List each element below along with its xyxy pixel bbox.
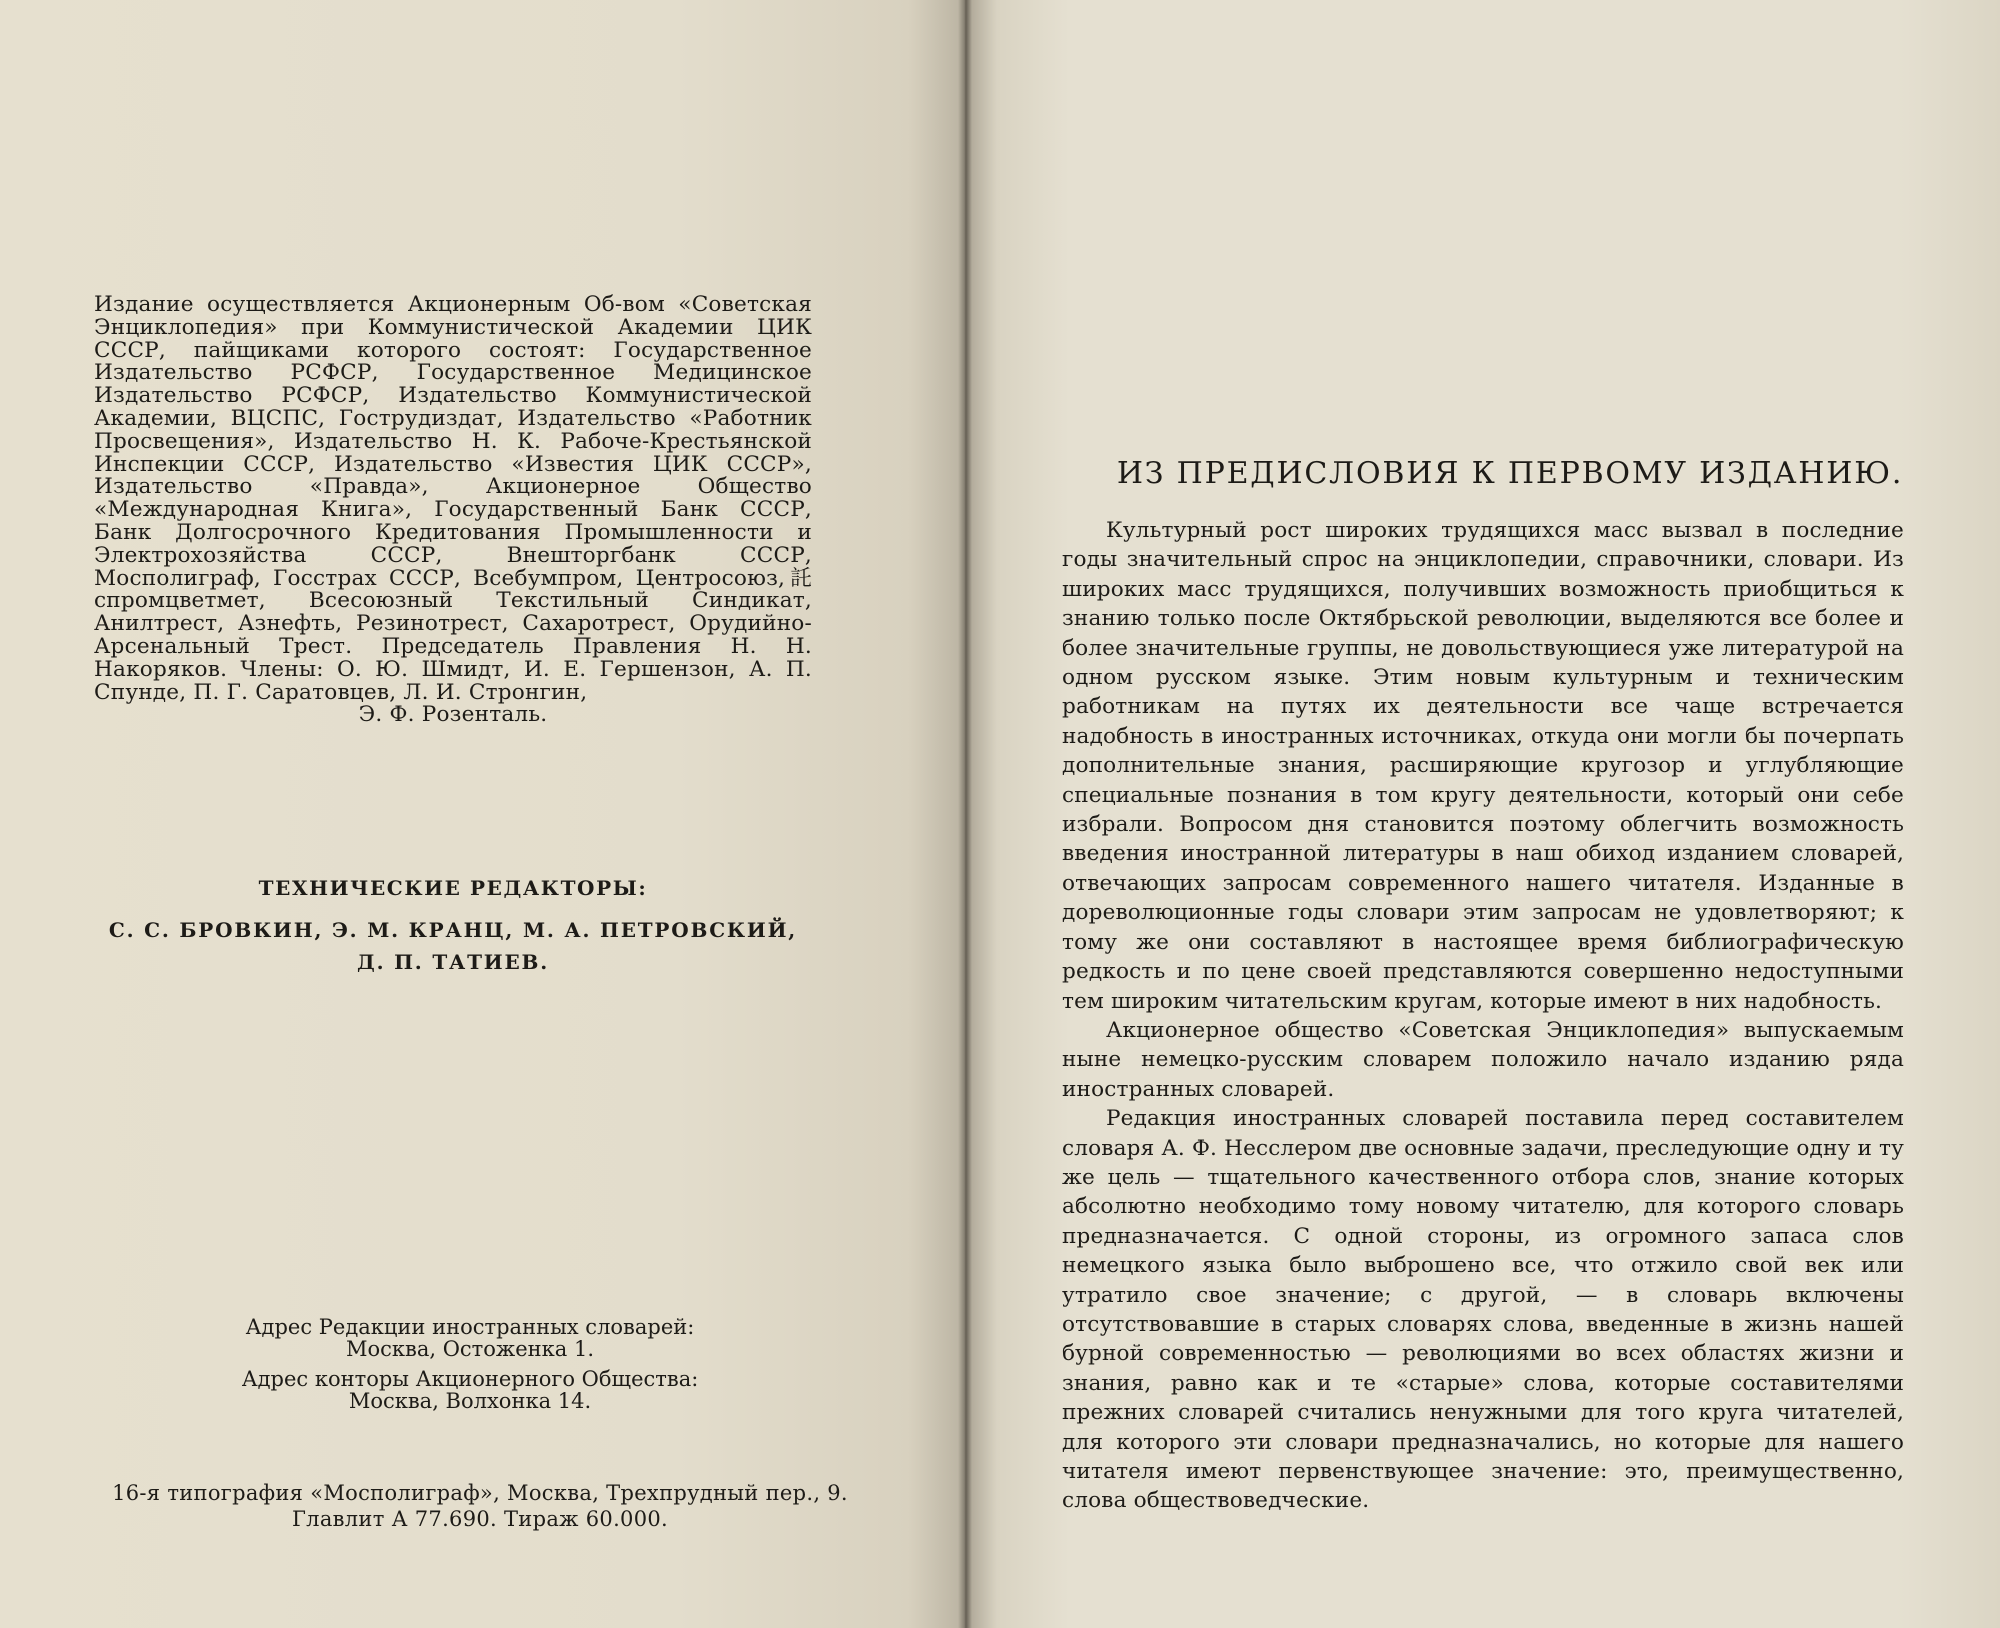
editorial-address-label: Адрес Редакции иностранных словарей: [245, 1315, 695, 1339]
imprint-block [60, 1480, 900, 1532]
tech-editors-line: С. С. БРОВКИН, Э. М. КРАНЦ, М. А. ПЕТРОВСКИЙ, [108, 918, 798, 942]
tech-editors-names [94, 914, 812, 978]
glavlit-line: Главлит А 77.690. Тираж 60.000. [291, 1507, 669, 1531]
book-gutter [958, 0, 972, 1628]
preface-paragraph: Культурный рост широких трудящихся масс вызвал в последние годы значительный спрос на энциклопедии, справочники, словари. Из широких масс трудящихся, получивших возможность приобщиться к знанию только после Октябрьской революции, выделяются все более и более значительные группы, не довольствующиеся уже литературой на одном русском языке. Этим новым культурным и техническим работникам на путях их деятельности все чаще встречается надобность в иностранных источниках, откуда они могли бы почерпать дополнительные знания, расширяющие кругозор и углубляющие специальные познания в том кругу деятельности, который они себе избрали. Вопросом дня становится поэтому облегчить возможность введения иностранной литературы в наш обиход изданием словарей, отвечающих запросам современного нашего читателя. Изданные в дореволюционные годы словари этим запросам не удовлетворяют; к тому же они составляют в настоящее время библиографическую редкость и по цене своей представляются совершенно недоступными тем широким читательским кругам, которые имеют в них надобность. [1062, 518, 1904, 1014]
tech-editors-line: Д. П. ТАТИЕВ. [357, 950, 549, 974]
publisher-note-text: Издание осуществляется Акционерным Об-вом «Советская Энциклопедия» при Коммунистической Академии ЦИК СССР, пайщиками которого состоят: Государственное Издательство РСФСР, Государственное Медицинское Издательство РСФСР, Издательство Коммунистической Академии, ВЦСПС, Гострудиздат, Издательство «Работник Просвещения», Издательство Н. К. Рабоче-Крестьянской Инспекции СССР, Издательство «Известия ЦИК СССР», Издательство «Правда», Акционерное Общество «Международная Книга», Государственный Банк СССР, Банк Долгосрочного Кредитования Промышленности и Электрохозяйства СССР, Внешторгбанк СССР, Мосполиграф, Госстрах СССР, Всебумпром, Центросоюз,託спромцветмет, Всесоюзный Текстильный Синдикат, Анилтрест, Азнефть, Резинотрест, Сахаротрест, Орудийно-Арсенальный Трест. Председатель Правления Н. Н. Накоряков. Члены: О. Ю. Шмидт, И. Е. Гершензон, А. П. Спунде, П. Г. Саратовцев, Л. И. Стронгин, [94, 292, 812, 705]
preface-paragraph: Редакция иностранных словарей поставила перед составителем словаря А. Ф. Несслером две основные задачи, преследующие одну и ту же цель — тщательного качественного отбора слов, знание которых абсолютно необходимо тому новому читателю, для которого словарь предназначается. С одной стороны, из огромного запаса слов немецкого языка было выброшено все, что отжило свой век или утратило свое значение; с другой, — в словарь включены отсутствовавшие в старых словарях слова, введенные в жизнь нашей бурной современностью — революциями во всех областях жизни и знания, равно как и те «старые» слова, которые составителями прежних словарей считались ненужными для того круга читателей, для которого эти словари предназначались, но которые для нашего читателя имеют первенствующее значение: это, преимущественно, слова обществоведческие. [1062, 1106, 1904, 1514]
office-address: Москва, Волхонка 14. [348, 1389, 592, 1413]
address-block [150, 1316, 790, 1412]
left-page [0, 0, 966, 1628]
editorial-address: Москва, Остоженка 1. [345, 1337, 595, 1361]
preface-paragraph: Акционерное общество «Советская Энциклопедия» выпускаемым ныне немецко-русским словарем положило начало изданию ряда иностранных словарей. [1062, 1017, 1904, 1102]
preface-title: ИЗ ПРЕДИСЛОВИЯ К ПЕРВОМУ ИЗДАНИЮ. [1116, 456, 1904, 491]
tech-editors-heading: ТЕХНИЧЕСКИЕ РЕДАКТОРЫ: [258, 876, 648, 900]
publisher-note-last-line: Э. Ф. Розенталь. [358, 702, 548, 728]
publisher-note [94, 294, 812, 727]
printer-line: 16-я типография «Мосполиграф», Москва, Трехпрудный пер., 9. [112, 1481, 848, 1505]
preface-body [1062, 516, 1904, 1516]
office-address-label: Адрес конторы Акционерного Общества: [241, 1367, 699, 1391]
